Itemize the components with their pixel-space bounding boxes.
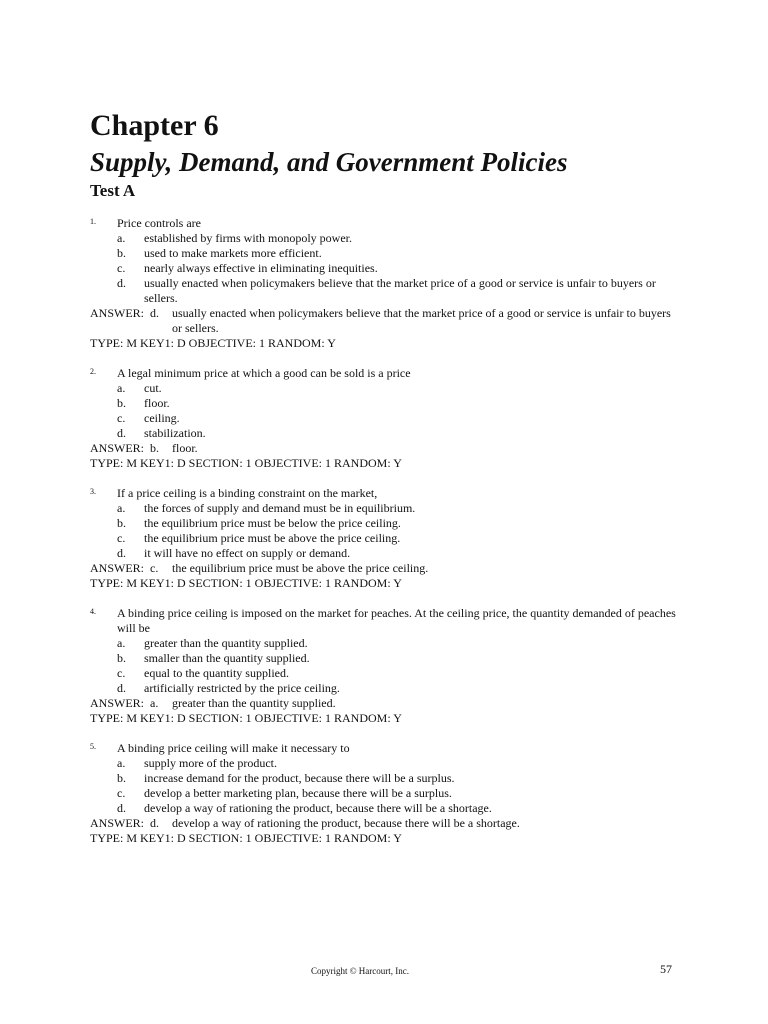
choice-letter: b. <box>117 771 126 785</box>
choice-text: the forces of supply and demand must be in equilibrium. <box>144 501 416 515</box>
answer-text: develop a way of rationing the product, because there will be a shortage. <box>172 816 520 830</box>
choice-text: develop a way of rationing the product, because there will be a shortage. <box>144 801 492 815</box>
answer-label: ANSWER: <box>90 816 144 830</box>
type-line: TYPE: M KEY1: D SECTION: 1 OBJECTIVE: 1 RANDOM: Y <box>90 456 402 470</box>
choice-letter: a. <box>117 636 126 650</box>
choice-letter: c. <box>117 411 126 425</box>
choice-text: equal to the quantity supplied. <box>144 666 289 680</box>
choice-letter: a. <box>117 231 126 245</box>
choice-text: develop a better marketing plan, because there will be a surplus. <box>144 786 452 800</box>
test-label: Test A <box>90 181 136 200</box>
choice-letter: c. <box>117 666 126 680</box>
type-line: TYPE: M KEY1: D SECTION: 1 OBJECTIVE: 1 RANDOM: Y <box>90 831 402 845</box>
choice-text: increase demand for the product, because there will be a surplus. <box>144 771 455 785</box>
type-line: TYPE: M KEY1: D SECTION: 1 OBJECTIVE: 1 RANDOM: Y <box>90 576 402 590</box>
answer-letter: d. <box>150 816 159 830</box>
choice-text: floor. <box>144 396 170 410</box>
type-line: TYPE: M KEY1: D SECTION: 1 OBJECTIVE: 1 RANDOM: Y <box>90 711 402 725</box>
question-number: 2. <box>90 367 96 376</box>
choice-letter: c. <box>117 786 126 800</box>
choice-text: it will have no effect on supply or demand. <box>144 546 351 560</box>
choice-letter: b. <box>117 396 126 410</box>
choice-letter: d. <box>117 426 126 440</box>
page-number: 57 <box>660 962 672 976</box>
question-stem: Price controls are <box>117 216 201 230</box>
answer-label: ANSWER: <box>90 306 144 320</box>
choice-text: smaller than the quantity supplied. <box>144 651 310 665</box>
question-number: 3. <box>90 487 96 496</box>
choice-text: greater than the quantity supplied. <box>144 636 308 650</box>
answer-label: ANSWER: <box>90 696 144 710</box>
choice-letter: a. <box>117 756 126 770</box>
question-stem: A binding price ceiling will make it necessary to <box>117 741 350 755</box>
choice-letter: d. <box>117 681 126 695</box>
choice-letter: d. <box>117 801 126 815</box>
answer-text: greater than the quantity supplied. <box>172 696 336 710</box>
choice-text: the equilibrium price must be below the price ceiling. <box>144 516 401 530</box>
choice-text: cut. <box>144 381 162 395</box>
chapter-title: Chapter 6 <box>90 109 219 142</box>
choice-text: stabilization. <box>144 426 206 440</box>
answer-text: usually enacted when policymakers believe that the market price of a good or service is unfair to buyers or sellers. <box>172 306 671 335</box>
answer-letter: d. <box>150 306 159 320</box>
answer-text: the equilibrium price must be above the price ceiling. <box>172 561 429 575</box>
answer-letter: b. <box>150 441 159 455</box>
choice-letter: c. <box>117 261 126 275</box>
choice-letter: a. <box>117 501 126 515</box>
choice-text: ceiling. <box>144 411 180 425</box>
choice-letter: b. <box>117 651 126 665</box>
answer-label: ANSWER: <box>90 561 144 575</box>
choice-text: nearly always effective in eliminating inequities. <box>144 261 378 275</box>
type-line: TYPE: M KEY1: D OBJECTIVE: 1 RANDOM: Y <box>90 336 336 350</box>
choice-letter: d. <box>117 276 126 290</box>
choice-text: supply more of the product. <box>144 756 277 770</box>
question-number: 5. <box>90 742 96 751</box>
choice-letter: b. <box>117 516 126 530</box>
footer-copyright: Copyright © Harcourt, Inc. <box>310 966 410 976</box>
question-stem: A legal minimum price at which a good can be sold is a price <box>117 366 411 380</box>
question-stem: If a price ceiling is a binding constraint on the market, <box>117 486 378 500</box>
choice-letter: c. <box>117 531 126 545</box>
choice-text: established by firms with monopoly power. <box>144 231 352 245</box>
question-number: 1. <box>90 217 96 226</box>
answer-label: ANSWER: <box>90 441 144 455</box>
choice-letter: d. <box>117 546 126 560</box>
chapter-subtitle: Supply, Demand, and Government Policies <box>90 147 568 177</box>
answer-letter: a. <box>150 696 159 710</box>
choice-text: artificially restricted by the price ceiling. <box>144 681 340 695</box>
question-number: 4. <box>90 607 96 616</box>
choice-text: the equilibrium price must be above the price ceiling. <box>144 531 401 545</box>
answer-text: floor. <box>172 441 198 455</box>
question-stem: A binding price ceiling is imposed on the market for peaches. At the ceiling price, the quantity demanded of peaches will be <box>117 606 676 635</box>
choice-letter: b. <box>117 246 126 260</box>
answer-letter: c. <box>150 561 159 575</box>
choice-letter: a. <box>117 381 126 395</box>
choice-text: usually enacted when policymakers believe that the market price of a good or service is unfair to buyers or sellers. <box>144 276 656 305</box>
choice-text: used to make markets more efficient. <box>144 246 322 260</box>
